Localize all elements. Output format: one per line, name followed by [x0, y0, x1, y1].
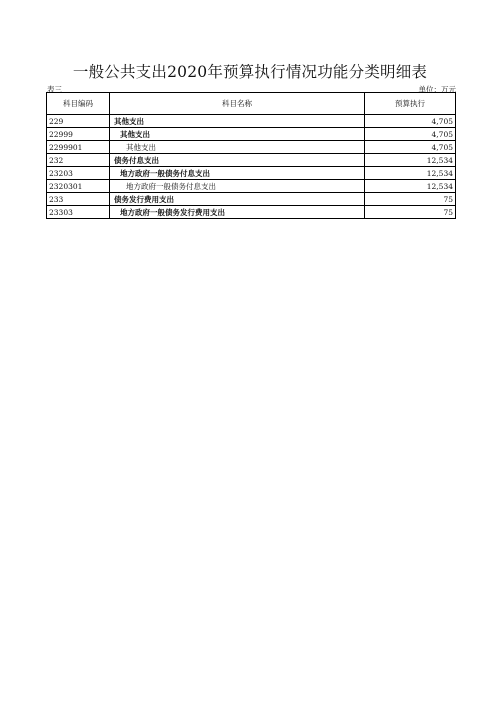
header-row	[47, 93, 456, 115]
row-amount: 12,534	[365, 180, 456, 193]
row-code: 2299901	[47, 141, 110, 154]
table-row	[47, 193, 456, 206]
row-name: 债务付息支出	[110, 154, 365, 167]
row-amount: 75	[365, 193, 456, 206]
row-code: 23303	[47, 206, 110, 219]
row-name: 其他支出	[110, 141, 365, 154]
table-row	[47, 167, 456, 180]
row-amount: 4,705	[365, 128, 456, 141]
table-row	[47, 180, 456, 193]
table-body	[47, 115, 456, 219]
row-amount: 75	[365, 206, 456, 219]
table-row	[47, 128, 456, 141]
page-title: 一般公共支出2020年预算执行情况功能分类明细表	[72, 63, 428, 81]
row-name: 债务发行费用支出	[110, 193, 365, 206]
row-code: 229	[47, 115, 110, 128]
table-row	[47, 141, 456, 154]
header-name: 科目名称	[110, 93, 365, 115]
row-code: 23203	[47, 167, 110, 180]
table-header	[47, 93, 456, 115]
row-code: 232	[47, 154, 110, 167]
row-amount: 4,705	[365, 141, 456, 154]
row-name: 其他支出	[110, 115, 365, 128]
row-amount: 12,534	[365, 167, 456, 180]
budget-table	[46, 92, 456, 219]
table-row	[47, 206, 456, 219]
row-code: 233	[47, 193, 110, 206]
unit-label: 单位：万元	[418, 85, 456, 94]
row-amount: 4,705	[365, 115, 456, 128]
row-name: 地方政府一般债务付息支出	[110, 180, 365, 193]
row-name: 其他支出	[110, 128, 365, 141]
table-row	[47, 154, 456, 167]
row-code: 22999	[47, 128, 110, 141]
header-code: 科目编码	[47, 93, 110, 115]
table-row	[47, 115, 456, 128]
table-label: 表三	[47, 85, 62, 94]
row-name: 地方政府一般债务发行费用支出	[110, 206, 365, 219]
row-name: 地方政府一般债务付息支出	[110, 167, 365, 180]
row-amount: 12,534	[365, 154, 456, 167]
header-amount: 预算执行	[365, 93, 456, 115]
row-code: 2320301	[47, 180, 110, 193]
